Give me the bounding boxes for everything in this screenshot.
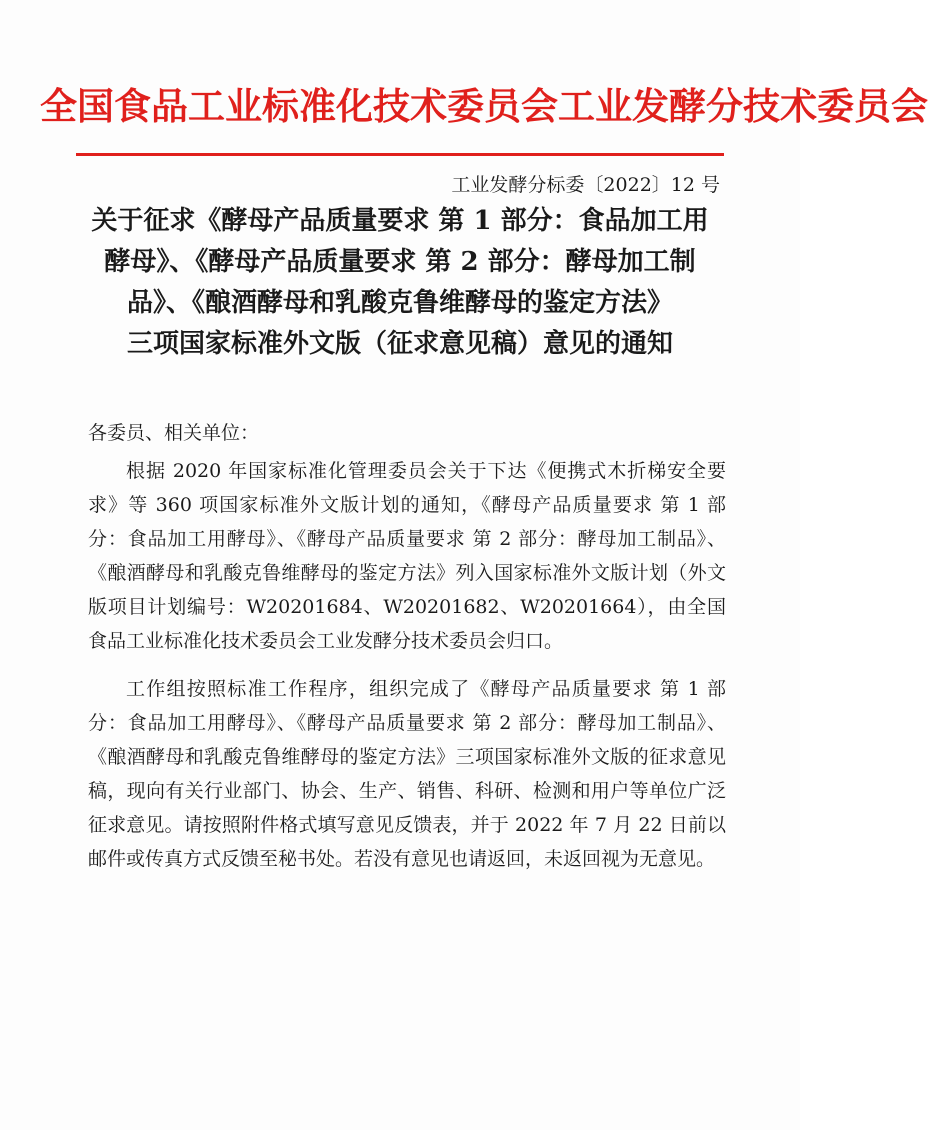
salutation: 各委员、相关单位： [88,422,260,444]
title-line: 关于征求《酵母产品质量要求 第 1 部分：食品加工用 [91,206,709,236]
header-divider [76,153,724,156]
title-line: 三项国家标准外文版（征求意见稿）意见的通知 [126,329,673,359]
notice-body [88,416,726,876]
notice-title [80,201,720,365]
document-number: 工业发酵分标委〔2022〕12 号 [451,174,720,196]
title-line: 品》、《酿酒酵母和乳酸克鲁维酵母的鉴定方法》 [126,288,673,318]
organization-header: 全国食品工业标准化技术委员会工业发酵分技术委员会 [40,84,928,128]
title-line: 酵母》、《酵母产品质量要求 第 2 部分：酵母加工制 [104,247,696,277]
body-paragraph: 工作组按照标准工作程序，组织完成了《酵母产品质量要求 第 1 部分：食品加工用酵母》、《酵母产品质量要求 第 2 部分：酵母加工制品》、《酿酒酵母和乳酸克鲁维酵母的鉴定方法》三项国家标准外文版的征求意见稿，现向有关行业部门、协会、生产、销售、科研、检测和用户等单位广泛征求意见。请按照附件格式填写意见反馈表，并于 2022 年 7 月 22 日前以邮件或传真方式反馈至秘书处。若没有意见也请返回，未返回视为无意见。 [88,678,726,870]
body-paragraph: 根据 2020 年国家标准化管理委员会关于下达《便携式木折梯安全要求》等 360 项国家标准外文版计划的通知，《酵母产品质量要求 第 1 部分：食品加工用酵母》、《酵母产品质量要求 第 2 部分：酵母加工制品》、《酿酒酵母和乳酸克鲁维酵母的鉴定方法》列入国家标准外文版计划（外文版项目计划编号：W20201684、W20201682、W20201664），由全国食品工业标准化技术委员会工业发酵分技术委员会归口。 [88,460,726,652]
